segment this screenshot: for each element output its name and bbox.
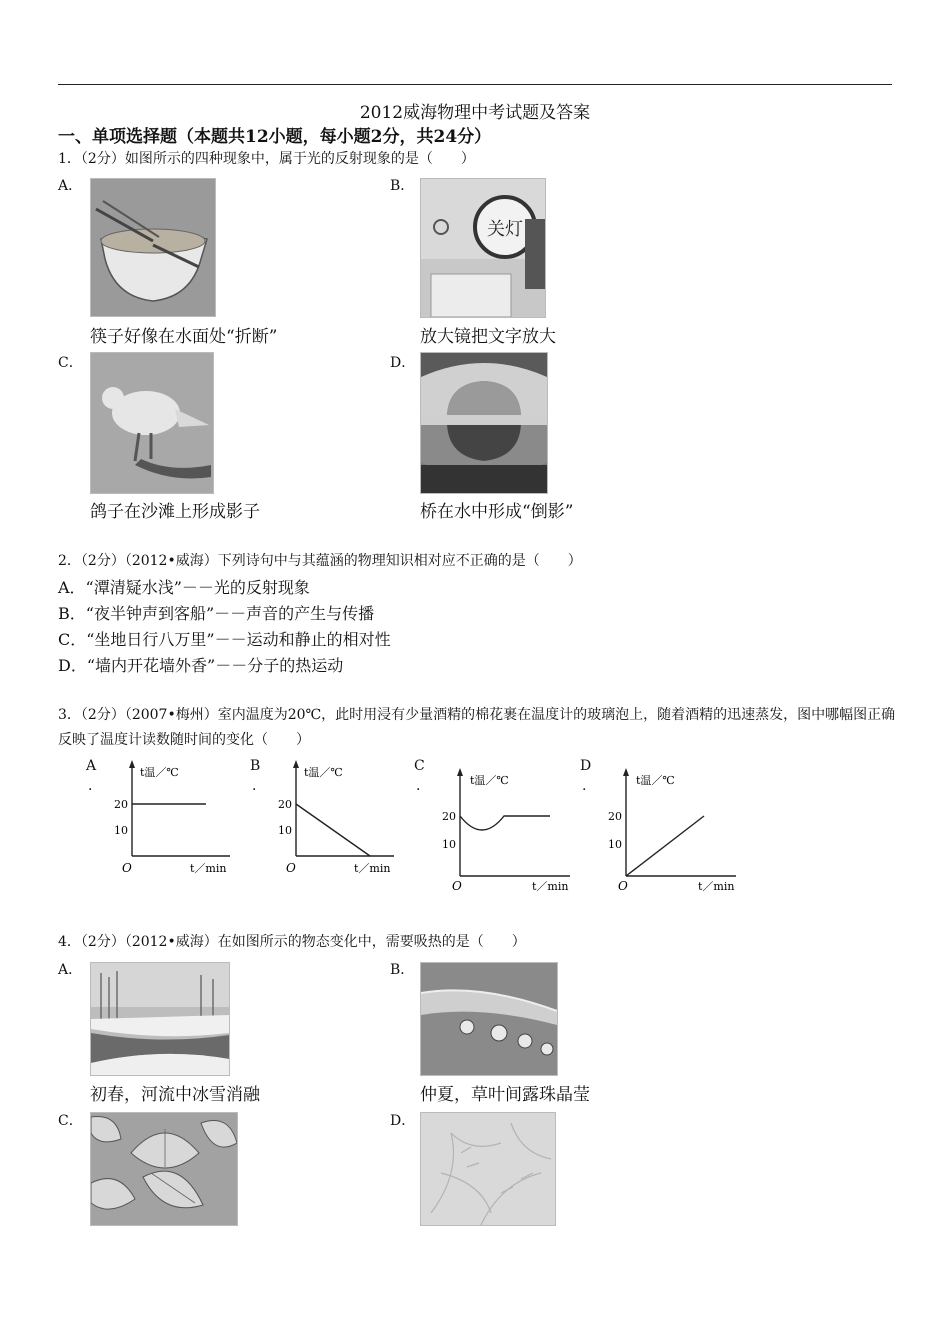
q4-option-d-letter: D． xyxy=(390,1113,416,1129)
q4-option-b-letter: B． xyxy=(390,962,415,978)
graph-d-dot: . xyxy=(582,778,587,794)
bridge-reflection-photo xyxy=(420,352,548,494)
graph-b-y-label: t温／℃ xyxy=(304,766,343,779)
q1-option-c-letter: C． xyxy=(58,355,83,371)
magnifier-text: 关灯 xyxy=(487,219,523,240)
graph-d-tick-10: 10 xyxy=(608,838,622,851)
graph-b-tick-20: 20 xyxy=(278,798,292,811)
section-heading: 一、单项选择题（本题共12小题，每小题2分，共24分） xyxy=(58,127,492,147)
graph-a-x-label: t／min xyxy=(190,862,227,875)
q1-option-d-letter: D． xyxy=(390,355,416,371)
chopsticks-bowl-photo xyxy=(90,178,216,317)
q4-option-c-letter: C． xyxy=(58,1113,83,1129)
graph-b xyxy=(272,756,400,876)
page-title: 2012威海物理中考试题及答案 xyxy=(359,103,591,123)
melting-river-photo xyxy=(90,962,230,1076)
question-1-stem: 1．（2分）如图所示的四种现象中，属于光的反射现象的是（ ） xyxy=(58,151,475,167)
graph-c-y-label: t温／℃ xyxy=(470,774,509,787)
graph-d-letter: D xyxy=(580,758,592,774)
q1-option-a-letter: A． xyxy=(58,178,83,194)
graph-a xyxy=(108,756,236,876)
window-frost-photo xyxy=(420,1112,556,1226)
graph-a-letter: A xyxy=(86,758,97,774)
graph-d xyxy=(602,760,742,892)
graph-a-origin: O xyxy=(122,861,132,875)
q2-option-c: C．“坐地日行八万里”－－运动和静止的相对性 xyxy=(58,630,391,649)
graph-c-x-label: t／min xyxy=(532,880,569,892)
q2-option-b: B．“夜半钟声到客船”－－声音的产生与传播 xyxy=(58,604,375,623)
graph-c xyxy=(436,760,576,892)
question-4-stem: 4．（2分）（2012•威海）在如图所示的物态变化中，需要吸热的是（ ） xyxy=(58,934,526,950)
q1-option-a-caption: 筷子好像在水面处“折断” xyxy=(90,327,278,347)
dew-leaf-photo xyxy=(420,962,558,1076)
pigeon-shadow-photo xyxy=(90,352,214,494)
q2-option-d: D．“墙内开花墙外香”－－分子的热运动 xyxy=(58,656,344,675)
header-rule xyxy=(58,84,892,85)
graph-d-tick-20: 20 xyxy=(608,810,622,823)
q2-option-a: A．“潭清疑水浅”－－光的反射现象 xyxy=(58,578,310,597)
graph-a-tick-10: 10 xyxy=(114,824,128,837)
graph-c-letter: C xyxy=(414,758,425,774)
q1-option-b-caption: 放大镜把文字放大 xyxy=(420,327,556,347)
graph-b-dot: . xyxy=(252,778,257,794)
q4-option-b-caption: 仲夏，草叶间露珠晶莹 xyxy=(420,1085,590,1105)
graph-b-tick-10: 10 xyxy=(278,824,292,837)
question-3-stem: 3．（2分）（2007•梅州）室内温度为20℃，此时用浸有少量酒精的棉花裹在温度计的玻璃泡上，随着酒精的迅速蒸发，图中哪幅图正确反映了温度计读数随时间的变化（ ） xyxy=(58,707,896,748)
magnifier-sign-photo xyxy=(420,178,546,318)
graph-a-tick-20: 20 xyxy=(114,798,128,811)
graph-c-tick-10: 10 xyxy=(442,838,456,851)
graph-c-tick-20: 20 xyxy=(442,810,456,823)
q1-option-b-letter: B． xyxy=(390,178,415,194)
graph-b-origin: O xyxy=(286,861,296,875)
graph-c-origin: O xyxy=(452,879,462,892)
graph-d-origin: O xyxy=(618,879,628,892)
graph-b-letter: B xyxy=(250,758,261,774)
graph-c-curve xyxy=(460,816,550,830)
graph-d-x-label: t／min xyxy=(698,880,735,892)
graph-a-y-label: t温／℃ xyxy=(140,766,179,779)
graph-a-dot: . xyxy=(88,778,93,794)
graph-b-x-label: t／min xyxy=(354,862,391,875)
q1-option-c-caption: 鸽子在沙滩上形成影子 xyxy=(90,502,260,522)
graph-b-line xyxy=(296,804,370,856)
graph-d-y-label: t温／℃ xyxy=(636,774,675,787)
graph-c-dot: . xyxy=(416,778,421,794)
q4-option-a-caption: 初春，河流中冰雪消融 xyxy=(90,1085,260,1105)
question-2-stem: 2．（2分）（2012•威海）下列诗句中与其蕴涵的物理知识相对应不正确的是（ ） xyxy=(58,553,582,569)
q1-option-d-caption: 桥在水中形成“倒影” xyxy=(420,502,574,522)
q4-option-a-letter: A． xyxy=(58,962,83,978)
graph-d-line xyxy=(626,816,704,876)
frost-leaves-photo xyxy=(90,1112,238,1226)
